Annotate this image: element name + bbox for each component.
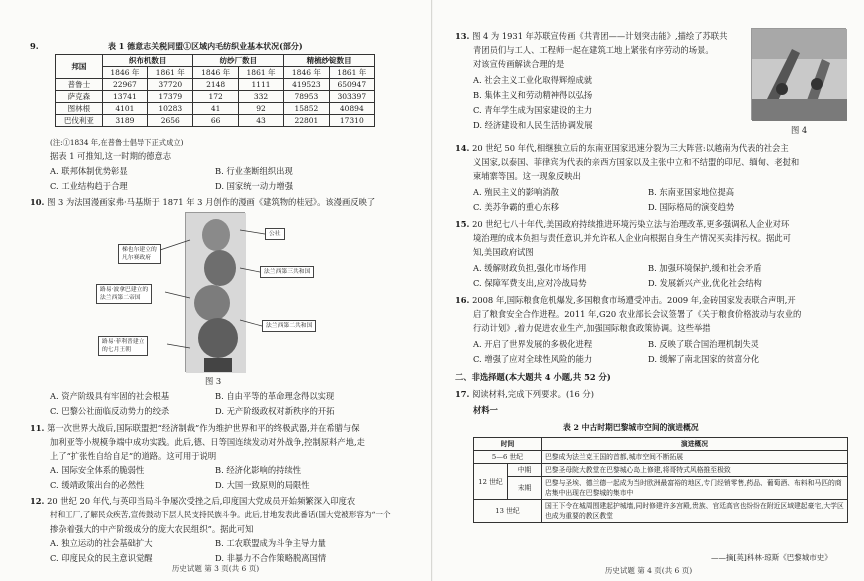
q14-text: 20 世纪 50 年代,相继独立后的东南亚国家迅速分裂为三大阵营:以越南为代表的社会主	[472, 143, 789, 153]
q13-option-a[interactable]: A. 社会主义工业化取得辉煌成就	[473, 75, 593, 85]
q14-option-a[interactable]: A. 殖民主义的影响消散	[473, 187, 559, 197]
table-row	[56, 79, 375, 91]
q15-option-c[interactable]: C. 保障军费支出,应对冷战局势	[473, 278, 587, 288]
table1-cell: 22801	[284, 115, 329, 127]
table-row	[56, 103, 375, 115]
q15-line-2: 境治理的成本负担与责任意识,并允许私人企业向根据自身生产情况买卖排污权。据此可	[473, 233, 791, 243]
table2-desc: 巴黎与圣埃、德兰德一起成为当时欧洲最富裕的地区,专门经销零售,药品、葡萄酒、布料和马匹的商店集中出现在巴黎城的集市中	[542, 477, 848, 500]
table1-note: (注:①1834 年,在普鲁士倡导下正式成立)	[50, 138, 184, 147]
q12-option-d[interactable]: D. 非暴力不合作策略脱离国情	[215, 553, 327, 563]
poster-illustration-icon	[752, 29, 847, 121]
table1-cell: 40894	[329, 103, 374, 115]
table1-cell: 图林根	[56, 103, 103, 115]
table1-cell: 普鲁士	[56, 79, 103, 91]
q10-option-a[interactable]: A. 资产阶级具有牢固的社会根基	[50, 391, 170, 401]
q15-option-b[interactable]: B. 加强环境保护,缓和社会矛盾	[648, 263, 762, 273]
table1-cell: 15852	[284, 103, 329, 115]
q14-number: 14.	[455, 143, 470, 153]
q13-option-c[interactable]: C. 青年学生成为国家建设的主力	[473, 105, 593, 115]
cartoon-label-second-empire: 路易·波拿巴建立的 法兰西第二帝国	[96, 284, 152, 304]
table2	[473, 437, 848, 523]
q13-text: 图 4 为 1931 年苏联宣传画《共青团——计划突击能》,描绘了苏联共	[472, 31, 728, 41]
table1-year: 1861 年	[148, 67, 193, 79]
q13-option-b[interactable]: B. 集体主义和劳动精神得以弘扬	[473, 90, 593, 100]
table1-year: 1846 年	[284, 67, 329, 79]
q14-option-b[interactable]: B. 东南亚国家地位提高	[648, 187, 735, 197]
table1-cell: 303397	[329, 91, 374, 103]
table-row	[56, 115, 375, 127]
page-footer-right: 历史试题 第 4 页(共 6 页)	[604, 566, 693, 575]
q15-option-a[interactable]: A. 缓解财政负担,强化市场作用	[473, 263, 587, 273]
material-1-label: 材料一	[473, 405, 498, 415]
q10-option-c[interactable]: C. 巴黎公社面临反动势力的绞杀	[50, 406, 170, 416]
table1-cell: 2148	[193, 79, 238, 91]
q9-option-d[interactable]: D. 国家统一动力增强	[215, 181, 294, 191]
q9-number: 9.	[30, 41, 39, 51]
table2-subtime: 末期	[508, 477, 542, 500]
table2-desc: 国王下令在城周围建起护城墙,同时修建许多宫殿,贵族、官廷高官也纷纷在附近区域建起豪宅,大学区也成为重要的教区教堂	[542, 500, 848, 523]
table1-cell: 17310	[329, 115, 374, 127]
q11-text: 第一次世界大战后,国际联盟把“经济制裁”作为维护世界和平的终极武器,并在希腊与保	[47, 423, 360, 433]
q9-option-b[interactable]: B. 行业垄断组织出现	[215, 166, 293, 176]
table1-cell: 41	[193, 103, 238, 115]
table1-cell: 66	[193, 115, 238, 127]
table1-year: 1846 年	[193, 67, 238, 79]
q12-option-a[interactable]: A. 独立运动的社会基础扩大	[50, 538, 153, 548]
table1-cell: 650947	[329, 79, 374, 91]
table1-cell: 1111	[238, 79, 283, 91]
table-row	[474, 477, 848, 500]
table1-cell: 巴伐利亚	[56, 115, 103, 127]
table-row	[474, 451, 848, 464]
table1-cell: 78953	[284, 91, 329, 103]
table1-cell: 92	[238, 103, 283, 115]
table2-desc: 巴黎圣母院大教堂在巴黎城心岛上修建,将哥特式风格推至极致	[542, 464, 848, 477]
q10-option-d[interactable]: D. 无产阶级政权对新秩序的开拓	[215, 406, 335, 416]
table1-cell: 萨克森	[56, 91, 103, 103]
q12-option-c[interactable]: C. 印度民众的民主意识觉醒	[50, 553, 153, 563]
q12-option-b[interactable]: B. 工农联盟成为斗争主导力量	[215, 538, 326, 548]
table-row	[474, 464, 848, 477]
table1-year: 1846 年	[102, 67, 147, 79]
q11-option-a[interactable]: A. 国际安全体系的脆弱性	[50, 465, 145, 475]
cartoon-label-july-monarchy: 路易·菲利普建立 的七月王朝	[98, 336, 148, 356]
table2-time: 12 世纪	[474, 464, 508, 500]
table1-cell: 419523	[284, 79, 329, 91]
page-footer-left: 历史试题 第 3 页(共 6 页)	[171, 564, 260, 573]
q11-line-1	[30, 422, 360, 434]
table2-time: 5—6 世纪	[474, 451, 542, 464]
table2-source: ——摘[英]科林·琼斯《巴黎城市史》	[711, 553, 832, 562]
q17-stem: 阅读材料,完成下列要求。(16 分)	[472, 389, 594, 399]
table1-header-looms: 织布机数目	[102, 55, 193, 67]
q12-text: 20 世纪 20 年代,与英印当局斗争屡次受挫之后,印度国大党成员开始频繁深入印度农	[47, 496, 356, 506]
table1-cell: 22967	[102, 79, 147, 91]
q16-line-1	[455, 294, 796, 306]
q11-option-c[interactable]: C. 缓靖政策出台的必然性	[50, 480, 145, 490]
cartoon-label-commune: 公社	[265, 228, 285, 240]
q17-line	[455, 388, 594, 400]
q15-option-d[interactable]: D. 发展新兴产业,优化社会结构	[648, 278, 762, 288]
q13-option-d[interactable]: D. 经济建设和人民生活协调发展	[473, 120, 593, 130]
q10-number: 10.	[30, 197, 45, 207]
q10-stem: 图 3 为法国漫画家弗·马基斯于 1871 年 3 月创作的漫画《建筑物的桂冠》。该漫画反映了	[47, 197, 376, 207]
q14-line-2: 义国家,以泰国、菲律宾为代表的亲西方国家以及主张中立和不结盟的印尼、缅甸、老挝和	[473, 157, 800, 167]
table1-cell: 4101	[102, 103, 147, 115]
q13-line-2: 青团员们与工人、工程师一起在建筑工地上紧张有序劳动的场景。	[473, 45, 714, 55]
soviet-poster-image	[751, 28, 846, 120]
q13-line-1	[455, 30, 727, 42]
q16-number: 16.	[455, 295, 470, 305]
q9-stem: 据表 1 可推知,这一时期的德意志	[50, 151, 172, 161]
table1-cell: 43	[238, 115, 283, 127]
table2-header-time: 时间	[474, 438, 542, 451]
q11-option-d[interactable]: D. 大国一致原则的局限性	[215, 480, 310, 490]
table1-header-mills: 纺纱厂数目	[193, 55, 284, 67]
table-row	[474, 500, 848, 523]
q16-option-d[interactable]: D. 缓解了南北国家的贫富分化	[648, 354, 760, 364]
section-heading: 二、非选择题(本大题共 4 小题,共 52 分)	[455, 372, 611, 382]
q16-option-c[interactable]: C. 增强了应对全球性风险的能力	[473, 354, 593, 364]
q12-line-2: 村和工厂,了解民众疾苦,宣传鼓动下层人民支持民族斗争。此后,甘地发表此番话(国大党被形容为“一个	[50, 510, 391, 519]
q9-option-c[interactable]: C. 工业结构趋于合理	[50, 181, 128, 191]
q15-line-3: 知,美国政府试图	[473, 247, 534, 257]
figure4-caption: 图 4	[791, 125, 808, 135]
q10-line	[30, 196, 375, 208]
table1-cell: 172	[193, 91, 238, 103]
table-row	[56, 91, 375, 103]
table1-year: 1861 年	[238, 67, 283, 79]
q14-option-c[interactable]: C. 美苏争霸的重心东移	[473, 202, 559, 212]
q15-line-1	[455, 218, 789, 230]
q14-line-3: 柬埔寨等国。这一现象反映出	[473, 171, 581, 181]
q15-number: 15.	[455, 219, 470, 229]
table2-subtime: 中期	[508, 464, 542, 477]
q16-option-b[interactable]: B. 反映了联合国治理机制失灵	[648, 339, 759, 349]
cartoon-pointer-lines	[90, 220, 310, 370]
cartoon-label-third-republic: 法兰西第三共和国	[260, 266, 314, 278]
q13-number: 13.	[455, 31, 470, 41]
page-4	[433, 0, 864, 581]
q15-text: 20 世纪七八十年代,美国政府持续推进环境污染立法与治理改革,更多强调私人企业对环	[472, 219, 790, 229]
table1-cell: 332	[238, 91, 283, 103]
q11-line-3: 上了“扩张性自给自足”的道路。这可用于说明	[50, 451, 217, 461]
table1-year: 1861 年	[329, 67, 374, 79]
table1-cell: 10283	[148, 103, 193, 115]
q13-line-3: 对该宣传画解读合理的是	[473, 59, 565, 69]
q16-line-2: 启了粮食安全合作进程。2011 年,G20 农业部长会议签署了《关于粮食价格波动与农业的	[473, 309, 802, 319]
q14-line-1	[455, 142, 789, 154]
table1-header-state: 邦国	[56, 55, 103, 79]
table1-cell: 37720	[148, 79, 193, 91]
table1-cell: 13741	[102, 91, 147, 103]
q9-option-a[interactable]: A. 联邦体制优势彰显	[50, 166, 128, 176]
table1-cell: 3189	[102, 115, 147, 127]
table1-cell: 17379	[148, 91, 193, 103]
q12-line-1	[30, 495, 355, 507]
figure3-caption: 图 3	[205, 376, 222, 386]
table2-header-desc: 演进概况	[542, 438, 848, 451]
cartoon-label-second-republic: 法兰西第二共和国	[262, 320, 316, 332]
table1-title: 表 1 德意志关税同盟①区域内毛纺织业基本状况(部分)	[108, 41, 303, 51]
q11-option-b[interactable]: B. 经济化影响的持续性	[215, 465, 302, 475]
q16-line-3: 行动计划》,着力促进农业生产,加强国际粮食政策协调。这些举措	[473, 323, 711, 333]
q16-option-a[interactable]: A. 开启了世界发展的多极化进程	[473, 339, 593, 349]
q11-number: 11.	[30, 423, 45, 433]
q12-line-3: 掺杂着强大的中产阶级成分的庞大农民组织”。据此可知	[50, 524, 254, 534]
q17-number: 17.	[455, 389, 470, 399]
table1-cell: 2656	[148, 115, 193, 127]
table2-desc: 巴黎成为法兰克王国的首都,城市空间不断拓展	[542, 451, 848, 464]
q10-option-b[interactable]: B. 自由平等的革命理念得以实现	[215, 391, 335, 401]
q11-line-2: 加利亚等小规模争端中成功实践。此后,德、日等国连续发动对外战争,控制原料产地,走	[50, 437, 365, 447]
q12-number: 12.	[30, 496, 45, 506]
cartoon-label-versailles: 梯也尔建立的 凡尔赛政府	[118, 244, 161, 264]
q16-text: 2008 年,国际粮食危机爆发,多国粮食市场遭受冲击。2009 年,金砖国家发表联合声明,开	[472, 295, 796, 305]
table1-header-spindles: 精梳纱锭数目	[284, 55, 375, 67]
table1	[55, 54, 375, 127]
table2-title: 表 2 中古时期巴黎城市空间的演进概况	[563, 423, 699, 432]
q14-option-d[interactable]: D. 国际格局的演变趋势	[648, 202, 735, 212]
table2-time: 13 世纪	[474, 500, 542, 523]
